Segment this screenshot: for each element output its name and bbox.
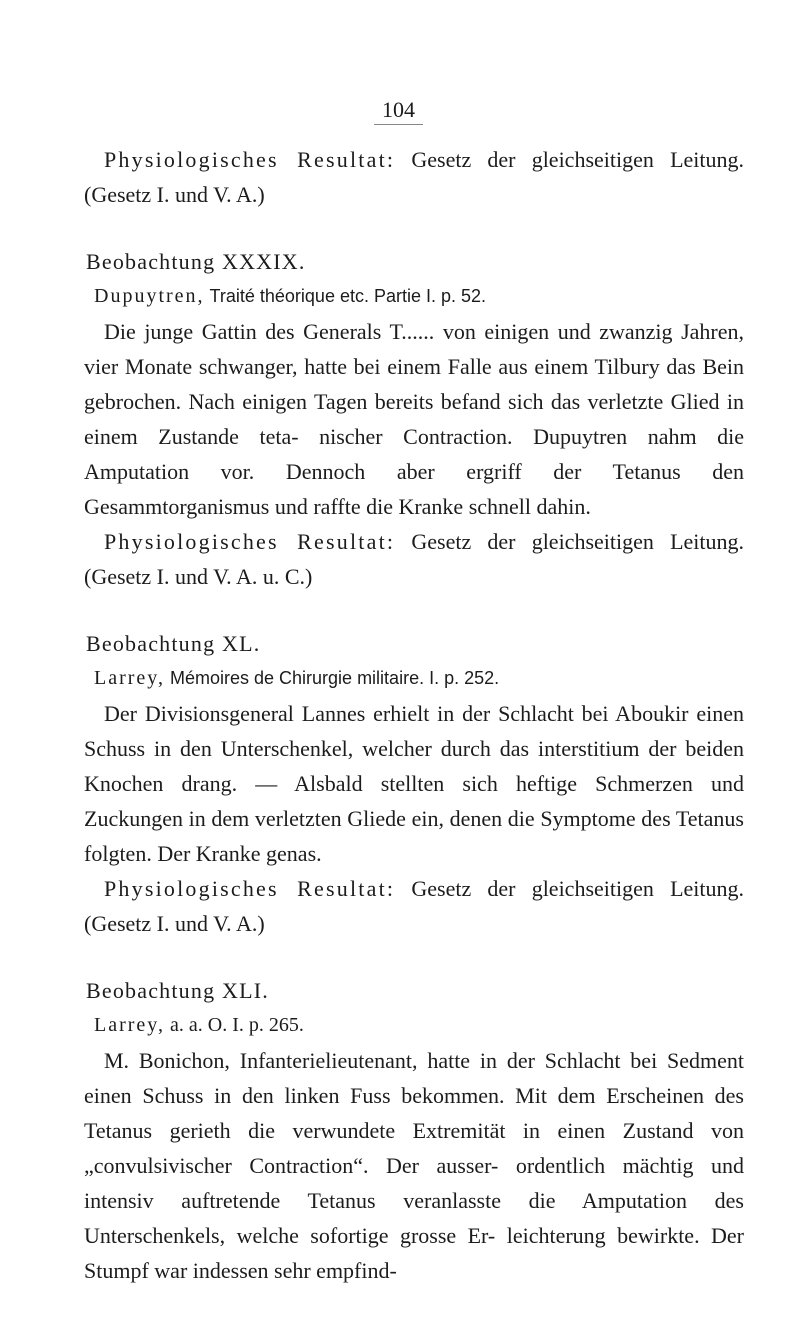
source-author: Larrey, [94, 667, 165, 689]
observation-heading: Beobachtung XL. [86, 631, 261, 656]
observation-xxxix [84, 244, 744, 594]
result-text: Gesetz der gleichseitigen Leitung. (Gesetz I. und V. A.) [84, 876, 744, 936]
spacer [84, 941, 744, 973]
observation-xli [84, 973, 744, 1288]
observation-source [84, 279, 744, 314]
result-block-1 [84, 142, 744, 212]
observation-source [84, 661, 744, 696]
source-reference: Traité théorique etc. Partie I. p. 52. [209, 286, 487, 306]
result-paragraph [84, 871, 744, 941]
result-text: Gesetz der gleichseitigen Leitung. (Gesetz I. und V. A.) [84, 147, 744, 207]
result-text: Gesetz der gleichseitigen Leitung. (Gesetz I. und V. A. u. C.) [84, 529, 744, 589]
source-author: Larrey, [94, 1014, 165, 1036]
result-label: Physiologisches Resultat: [104, 876, 396, 901]
observation-body: M. Bonichon, Infanterielieutenant, hatte in der Schlacht bei Sedment einen Schuss in den linken Fuss bekommen. Mit dem Erscheinen des Tetanus gerieth die verwundete Extremität in einen Zustand von „convulsivischer Contraction“. Der ausser- ordentlich mächtig und intensiv auftretende Tetanus veranlasste die Amputation des Unterschenkels, welche sofortige grosse Er- leichterung bewirkte. Der Stumpf war indessen sehr empfind- [84, 1048, 744, 1283]
observation-body: Die junge Gattin des Generals T...... von einigen und zwanzig Jahren, vier Monate schwanger, hatte bei einem Falle aus einem Tilbury das Bein gebrochen. Nach einigen Tagen bereits befand sich das verletzte Glied in einem Zustande teta- nischer Contraction. Dupuytren nahm die Amputation vor. Dennoch aber ergriff der Tetanus den Gesammtorganismus und raffte die Kranke schnell dahin. [84, 319, 744, 519]
page-text [84, 82, 744, 1288]
source-reference: a. a. O. I. p. 265. [170, 1014, 304, 1036]
result-paragraph [84, 524, 744, 594]
result-label: Physiologisches Resultat: [104, 529, 396, 554]
observation-source [84, 1008, 744, 1043]
result-label: Physiologisches Resultat: [104, 147, 396, 172]
result-paragraph [84, 142, 744, 212]
observation-heading: Beobachtung XXXIX. [86, 249, 306, 274]
source-reference: Mémoires de Chirurgie militaire. I. p. 252. [170, 668, 500, 688]
page-number: 104 [374, 98, 423, 125]
observation-xl [84, 626, 744, 941]
source-author: Dupuytren, [94, 285, 205, 307]
observation-heading: Beobachtung XLI. [86, 978, 269, 1003]
observation-body: Der Divisionsgeneral Lannes erhielt in der Schlacht bei Aboukir einen Schuss in den Unterschenkel, welcher durch das interstitium der beiden Knochen drang. — Alsbald stellten sich heftige Schmerzen und Zuckungen in dem verletzten Gliede ein, denen die Symptome des Tetanus folgten. Der Kranke genas. [84, 701, 744, 866]
spacer [84, 594, 744, 626]
spacer [84, 212, 744, 244]
